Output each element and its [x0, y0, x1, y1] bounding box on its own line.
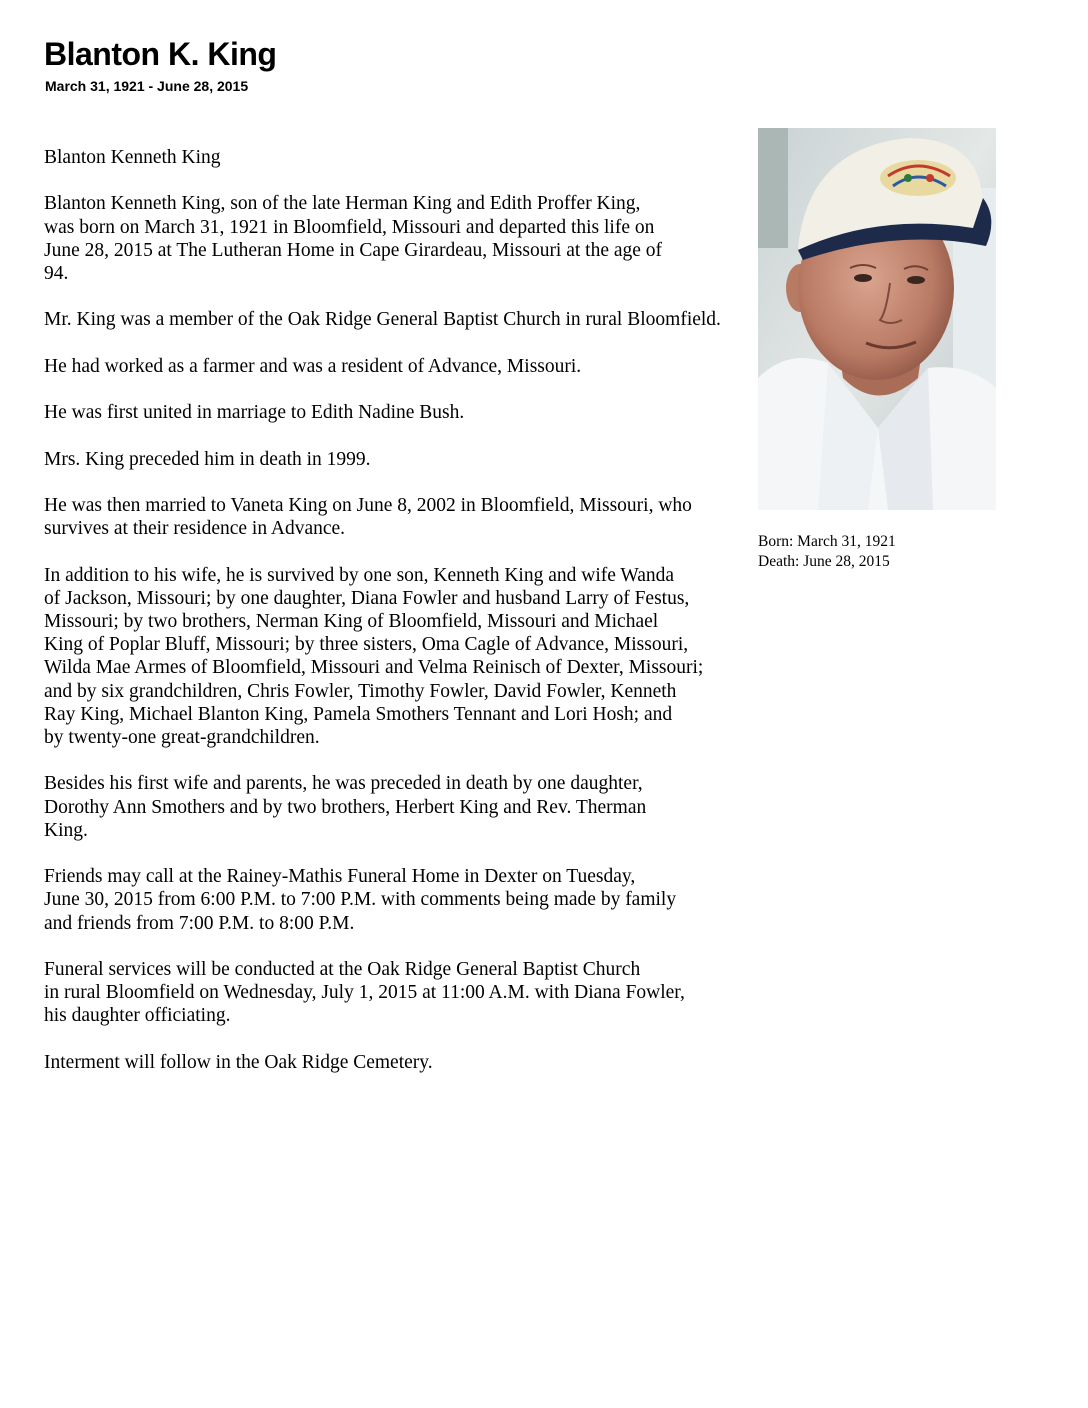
- paragraph-occupation: He had worked as a farmer and was a resident of Advance, Missouri.: [44, 355, 582, 377]
- paragraph-first-marriage: He was first united in marriage to Edith Nadine Bush.: [44, 402, 465, 424]
- paragraph-survivors: In addition to his wife, he is survived by one son, Kenneth King and wife Wanda of Jackson, Missouri; by one daughter, Diana Fowler and husband Larry of Festus, Missouri; by two brothers, Nerman King of Bloomfield, Missouri and Michael King of Poplar Bluff, Missouri; by three sisters, Oma Cagle of Advance, Missouri, Wilda Mae Armes of Bloomfield, Missouri and Velma Reinisch of Dexter, Missouri; and by six grandchildren, Chris Fowler, Timothy Fowler, David Fowler, Kenneth Ray King, Michael Blanton King, Pamela Smothers Tennant and Lori Hosh; and by twenty-one great-grandchildren.: [44, 564, 704, 748]
- portrait-photo-icon: [758, 128, 996, 510]
- life-dates: March 31, 1921 - June 28, 2015: [45, 78, 249, 94]
- photo-caption: [758, 532, 896, 572]
- paragraph-first-wife-death: Mrs. King preceded him in death in 1999.: [44, 448, 371, 470]
- paragraph-preceded: Besides his first wife and parents, he was preceded in death by one daughter, Dorothy Ann Smothers and by two brothers, Herbert King and Rev. Therman King.: [44, 773, 647, 841]
- paragraph-birth-death: Blanton Kenneth King, son of the late Herman King and Edith Proffer King, was born on March 31, 1921 in Bloomfield, Missouri and departed this life on June 28, 2015 at The Lutheran Home in Cape Girardeau, Missouri at the age of 94.: [44, 193, 663, 284]
- page-title: Blanton K. King: [44, 36, 277, 72]
- paragraph-full-name: Blanton Kenneth King: [44, 147, 221, 168]
- caption-born: Born: March 31, 1921: [758, 533, 896, 550]
- paragraph-visitation: Friends may call at the Rainey-Mathis Funeral Home in Dexter on Tuesday, June 30, 2015 from 6:00 P.M. to 7:00 P.M. with comments being made by family and friends from 7:00 P.M. to 8:00 P.M.: [44, 866, 677, 934]
- obituary-body: [44, 146, 784, 1097]
- portrait-photo: [758, 128, 996, 510]
- paragraph-second-marriage: He was then married to Vaneta King on June 8, 2002 in Bloomfield, Missouri, who survives at their residence in Advance.: [44, 494, 692, 540]
- paragraph-funeral: Funeral services will be conducted at the Oak Ridge General Baptist Church in rural Bloomfield on Wednesday, July 1, 2015 at 11:00 A.M. with Diana Fowler, his daughter officiating.: [44, 958, 685, 1027]
- paragraph-interment: Interment will follow in the Oak Ridge Cemetery.: [44, 1051, 433, 1073]
- paragraph-church: Mr. King was a member of the Oak Ridge General Baptist Church in rural Bloomfield.: [44, 309, 721, 331]
- caption-death: Death: June 28, 2015: [758, 553, 890, 570]
